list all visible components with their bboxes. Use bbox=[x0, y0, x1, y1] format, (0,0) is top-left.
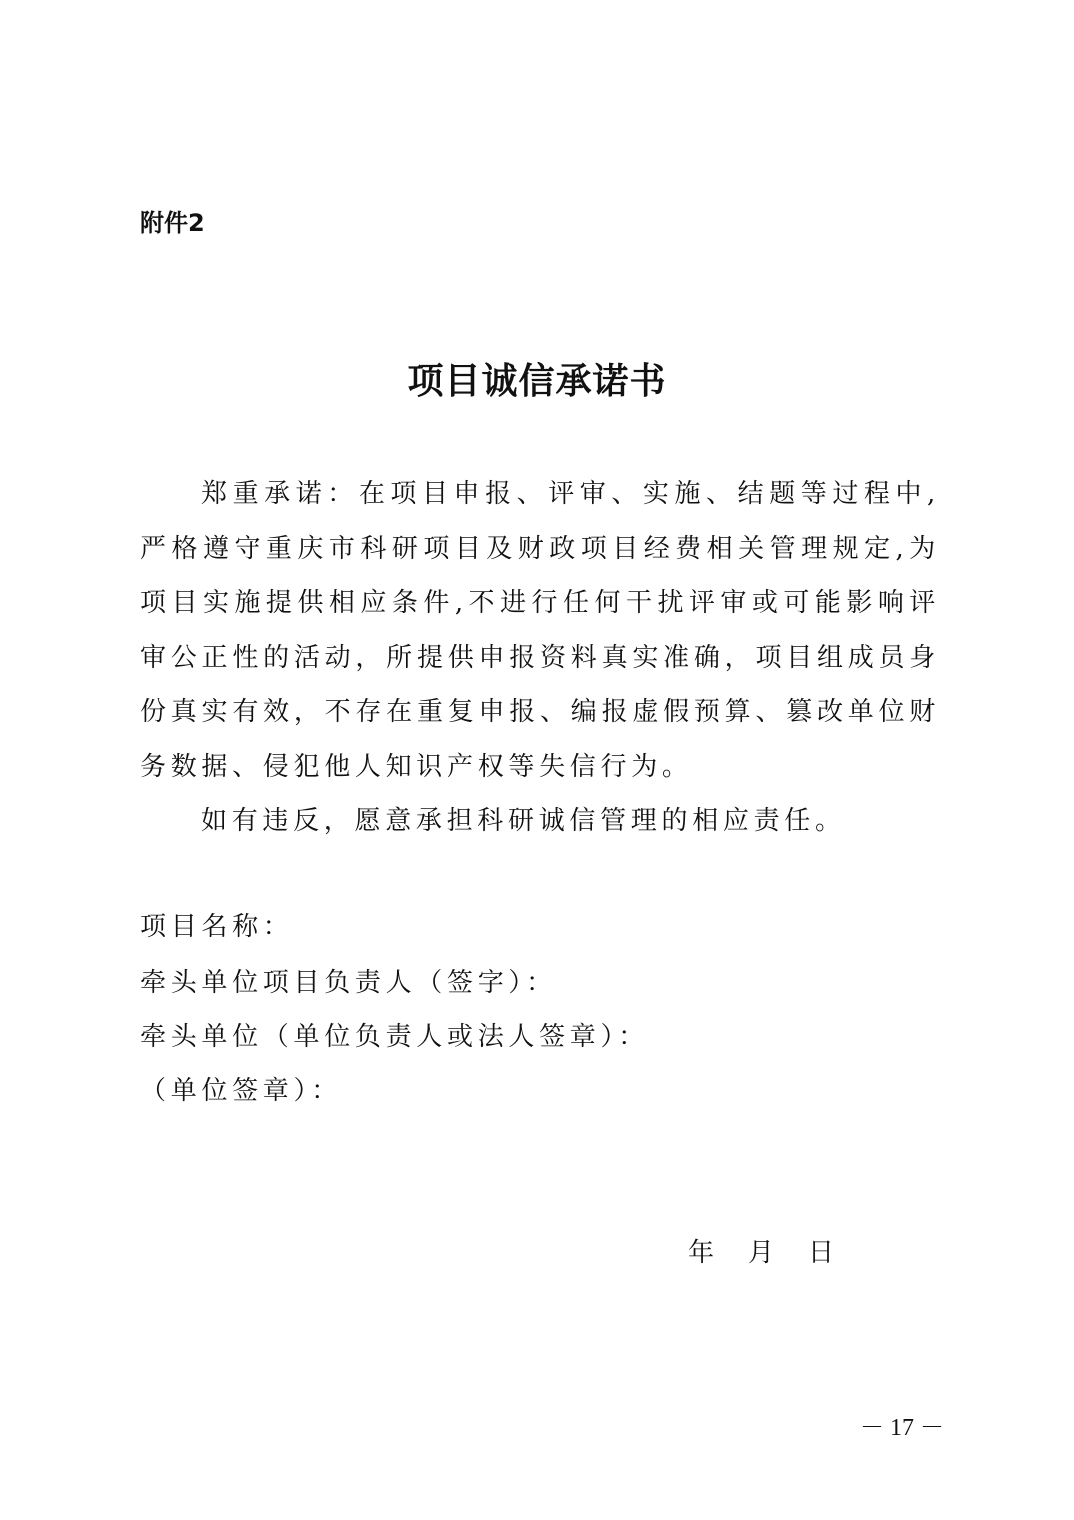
unit-seal-field: （单位签章）： bbox=[140, 1076, 342, 1106]
project-name-field: 项目名称： bbox=[140, 912, 294, 942]
date-year: 年 bbox=[688, 1238, 715, 1268]
document-title: 项目诚信承诺书 bbox=[407, 361, 667, 402]
attachment-label: 附件2 bbox=[140, 209, 205, 237]
page-number: － 17 － bbox=[860, 1415, 944, 1441]
date-month: 月 bbox=[748, 1238, 775, 1268]
violation-paragraph: 如有违反，愿意承担科研诚信管理的相应责任。 bbox=[201, 806, 846, 836]
date-day: 日 bbox=[808, 1238, 835, 1268]
commitment-paragraph: 郑重承诺：在项目申报、评审、实施、结题等过程中,严格遵守重庆市科研项目及财政项目经费相关管理规定,为项目实施提供相应条件,不进行任何干扰评审或可能影响评审公正性的活动，所提供申报资料真实准确，项目组成员身份真实有效，不存在重复申报、编报虚假预算、篡改单位财务数据、侵犯他人知识产权等失信行为。 bbox=[140, 479, 940, 782]
lead-person-signature-field: 牵头单位项目负责人（签字）： bbox=[140, 968, 557, 998]
lead-unit-seal-field: 牵头单位（单位负责人或法人签章）： bbox=[140, 1022, 649, 1052]
date-line bbox=[688, 1226, 834, 1280]
